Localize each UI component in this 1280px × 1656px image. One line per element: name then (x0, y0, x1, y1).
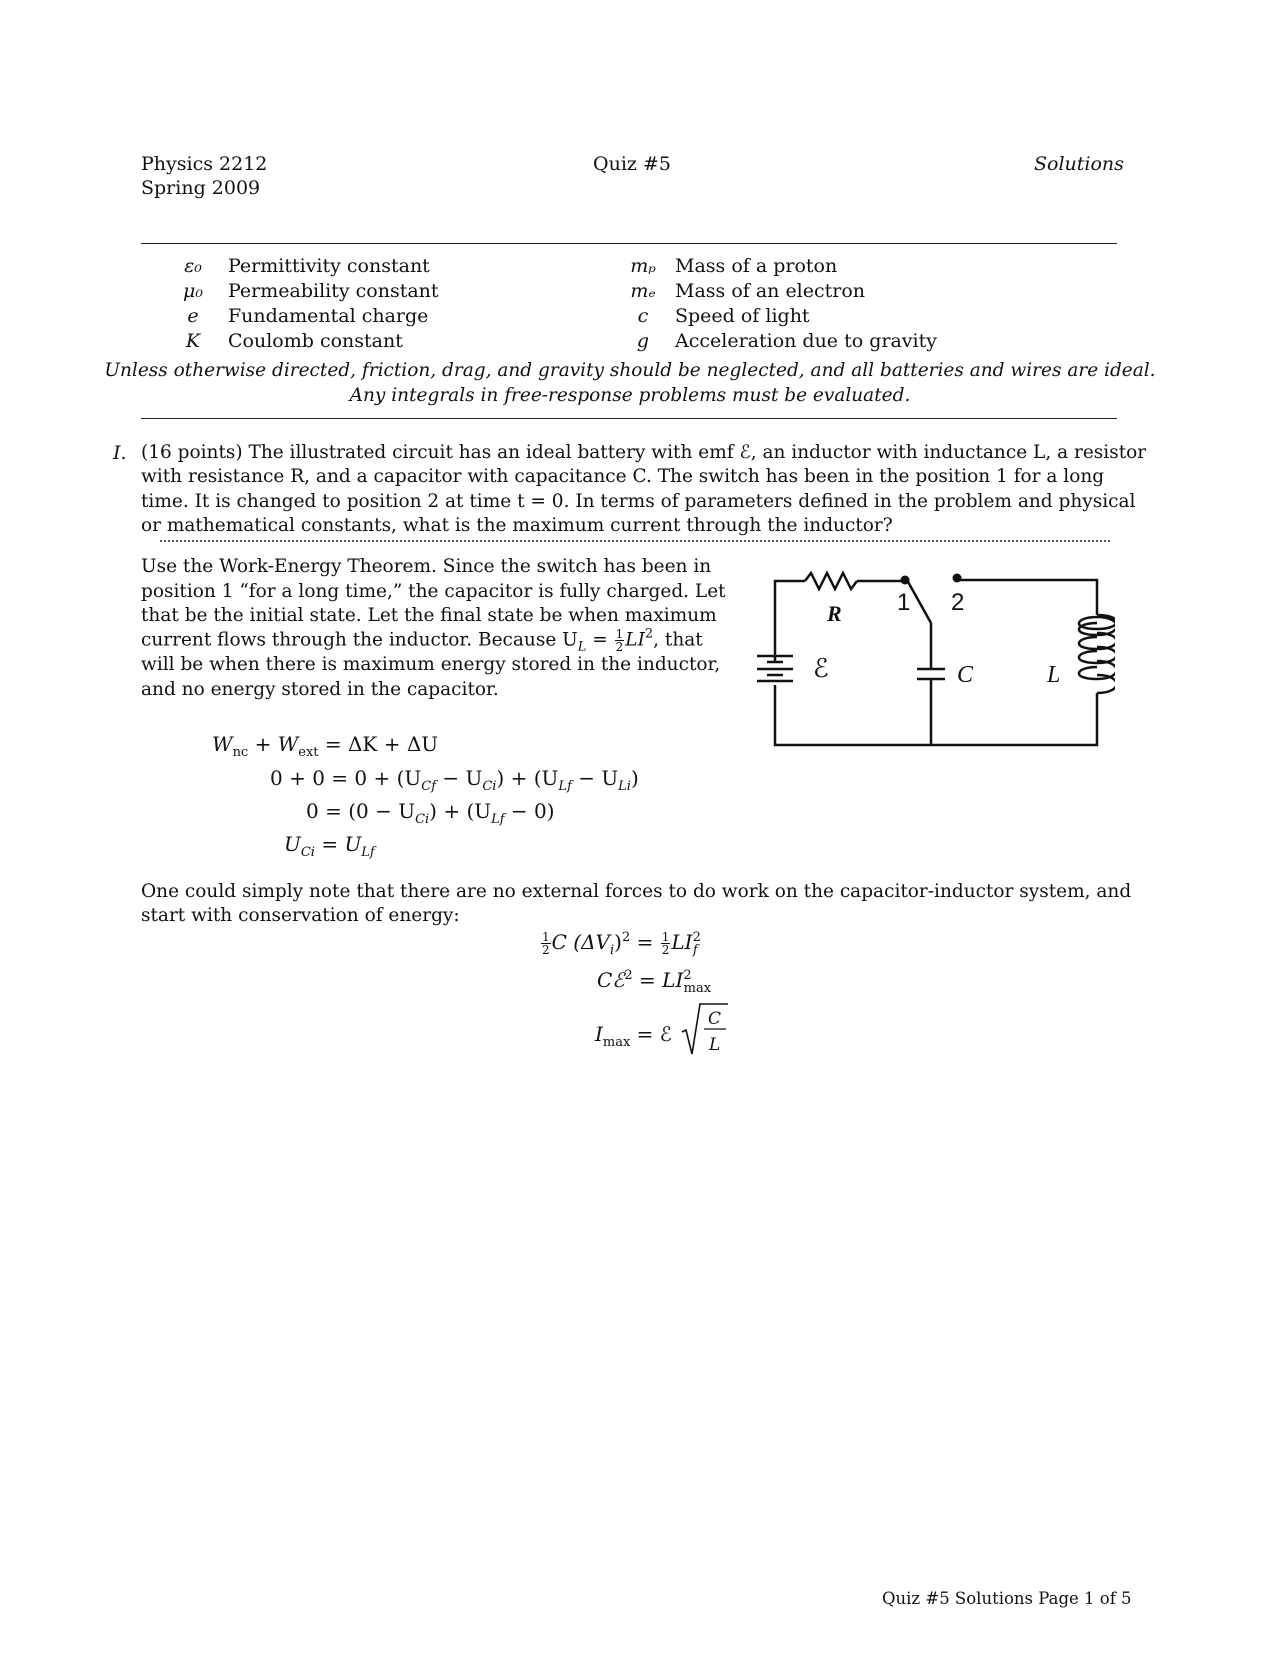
text-run: − 0) (504, 799, 555, 823)
superscript: 2 (683, 968, 692, 983)
solution-line: that be the initial state. Let the final state be when maximum (141, 605, 717, 626)
subscript: nc (232, 745, 249, 760)
text-run: current flows through the inductor. Because U (141, 629, 578, 651)
subscript: Ci (482, 779, 497, 794)
text-run: LI (625, 629, 645, 651)
text-run: = ΔK + ΔU (318, 732, 439, 756)
fraction-numerator: 1 (661, 930, 670, 944)
text-run: , that (653, 629, 703, 651)
page-footer: Quiz #5 Solutions Page 1 of 5 (882, 1589, 1132, 1608)
superscript: 2 (644, 626, 654, 642)
sqrt-numerator: C (708, 1009, 722, 1029)
sqrt-denominator: L (709, 1035, 721, 1055)
resistor (805, 573, 857, 589)
paragraph-line: One could simply note that there are no external forces to do work on the capacitor-inductor system, and (141, 881, 1132, 902)
subscript: Ci (300, 845, 315, 860)
subscript: Cf (421, 779, 437, 794)
capacitor (917, 669, 945, 679)
text-run: Cℰ (597, 968, 625, 992)
text-run: ) (614, 930, 622, 954)
subscript: i (610, 943, 615, 958)
capacitor-label: C (957, 662, 974, 688)
text-run: U (284, 832, 301, 856)
text-run: I (595, 1022, 603, 1046)
equation-work-energy (212, 732, 439, 760)
problem-line: or mathematical constants, what is the maximum current through the inductor? (141, 515, 893, 536)
text-run: − U (436, 766, 483, 790)
equation-line-4 (284, 832, 375, 860)
text-run: = (630, 930, 660, 954)
solution-line: and no energy stored in the capacitor. (141, 679, 499, 700)
const-desc: Mass of a proton (675, 255, 838, 277)
text-run: = (586, 629, 614, 651)
superscript: 2 (692, 930, 701, 945)
const-sym: mₚ (630, 255, 656, 277)
text-run: 0 + 0 = 0 + (U (270, 766, 422, 790)
equation-imax (595, 1022, 672, 1050)
subscript: Lf (491, 812, 505, 827)
subscript: max (683, 981, 712, 996)
equation-energy-2 (597, 968, 712, 996)
superscript: 2 (621, 930, 631, 945)
const-desc: Fundamental charge (228, 305, 429, 327)
paragraph-line: start with conservation of energy: (141, 905, 460, 926)
course-title: Physics 2212 (141, 153, 268, 175)
term: Spring 2009 (141, 177, 261, 199)
text-run: = ℰ (630, 1022, 672, 1046)
problem-line: with resistance R, and a capacitor with capacitance C. The switch has been in the position 1 for a long (141, 466, 1105, 487)
bottom-rule (141, 418, 1117, 419)
const-sym: ε₀ (184, 255, 202, 277)
solution-line: will be when there is maximum energy stored in the inductor, (141, 654, 721, 675)
const-desc: Acceleration due to gravity (675, 330, 937, 352)
text-run: C (ΔV (551, 930, 610, 954)
const-sym: K (185, 330, 201, 352)
const-desc: Mass of an electron (675, 280, 866, 302)
subscript: Li (618, 779, 631, 794)
fraction (615, 628, 625, 653)
superscript: 2 (624, 968, 633, 983)
text-run: ) + (U (496, 766, 559, 790)
switch-position-1: 1 (897, 589, 911, 616)
wire (775, 685, 1097, 745)
text-run: LI (671, 930, 693, 954)
wire (957, 580, 1097, 615)
subscript: L (577, 639, 587, 655)
emf-label: ℰ (813, 654, 829, 683)
text-run: + W (248, 732, 299, 756)
text-run: = U (314, 832, 362, 856)
problem-number: I. (113, 442, 127, 464)
text-run: ) (630, 766, 639, 790)
fraction (541, 931, 551, 956)
const-desc: Speed of light (675, 305, 810, 327)
subscript: Ci (415, 812, 430, 827)
subscript: Lf (558, 779, 572, 794)
subscript: Lf (361, 845, 375, 860)
solutions-label: Solutions (1034, 153, 1124, 175)
solution-line: position 1 “for a long time,” the capacitor is fully charged. Let (141, 581, 726, 602)
subscript: ext (298, 745, 319, 760)
fraction-denominator: 2 (615, 640, 624, 654)
resistor-label: R (827, 601, 842, 626)
const-sym: c (637, 305, 649, 327)
equation-energy (540, 930, 701, 958)
quiz-title: Quiz #5 (593, 153, 671, 175)
text-run: W (212, 732, 233, 756)
const-sym: mₑ (630, 280, 656, 302)
fraction-denominator: 2 (661, 943, 670, 957)
equation-line-3 (306, 799, 555, 827)
const-desc: Coulomb constant (228, 330, 403, 352)
text-run: = LI (632, 968, 684, 992)
const-sym: g (636, 330, 650, 352)
const-desc: Permeability constant (228, 280, 439, 302)
inductor-label: L (1047, 662, 1061, 688)
sqrt-symbol (680, 1000, 730, 1058)
equation-line-2 (270, 766, 639, 794)
circuit-diagram (735, 555, 1115, 760)
switch-position-2: 2 (951, 589, 965, 616)
note-line-2: Any integrals in free-response problems must be evaluated. (349, 385, 911, 406)
wire (775, 581, 805, 662)
subscript: max (602, 1035, 631, 1050)
const-desc: Permittivity constant (228, 255, 430, 277)
fraction-numerator: 1 (542, 930, 550, 944)
text-run: 0 = (0 − U (306, 799, 416, 823)
solution-line (141, 628, 703, 653)
switch-blade (907, 580, 931, 623)
const-sym: e (187, 305, 199, 327)
subscript: f (692, 943, 698, 958)
fraction-denominator: 2 (542, 943, 550, 957)
text-run: − U (571, 766, 619, 790)
fraction (661, 931, 671, 956)
top-rule (141, 243, 1117, 244)
problem-line: time. It is changed to position 2 at time t = 0. In terms of parameters defined in the problem and physical (141, 491, 1136, 512)
switch-contact-2 (953, 574, 962, 583)
solution-line: Use the Work-Energy Theorem. Since the switch has been in (141, 556, 712, 577)
answer-separator (160, 540, 1110, 542)
fraction-numerator: 1 (615, 627, 624, 641)
problem-line: (16 points) The illustrated circuit has an ideal battery with emf ℰ, an inductor with inductance L, a resistor (141, 442, 1147, 463)
note-line-1: Unless otherwise directed, friction, drag, and gravity should be neglected, and all batteries and wires are ideal. (104, 360, 1156, 381)
text-run: ) + (U (429, 799, 492, 823)
switch-contact-1 (901, 576, 910, 585)
inductor-coil (1079, 615, 1115, 693)
const-sym: μ₀ (183, 280, 203, 302)
